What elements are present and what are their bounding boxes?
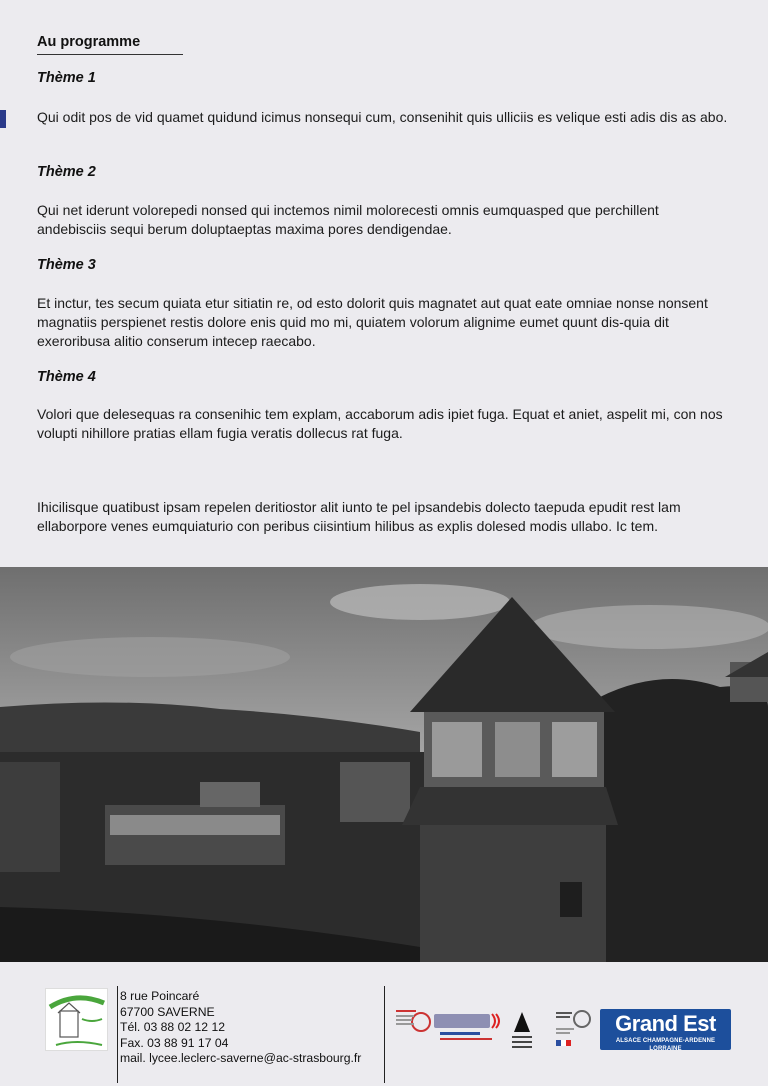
address-fax: Fax. 03 88 91 17 04 [120,1035,229,1050]
address-phone: Tél. 03 88 02 12 12 [120,1020,226,1034]
grand-est-logo [600,1009,731,1050]
lycee-leclerc-logo [45,988,108,1051]
grand-est-subtitle: ALSACE CHAMPAGNE-ARDENNE LORRAINE [615,1038,716,1052]
side-marker [0,110,6,128]
grand-est-title: Grand Est [615,1011,716,1036]
partners-divider [384,986,385,1083]
footer [0,962,768,1086]
theme-2-text: Qui net iderunt volorepedi nonsed qui inctemos nimil molorecesti omnis eumquasped que perchillent andebisciis sequi berum doluptaeptas maxima pores dendigendae. [37,202,659,237]
address-email: mail. lycee.leclerc-saverne@ac-strasbourg.fr [120,1051,362,1065]
closing-text: Ihicilisque quatibust ipsam repelen deritiostor alit iunto te pel ipsandebis dolecto taepuda epudit rest lam ellaborpore venes eumquiaturio con peribus ciisintium hilibus as explis dolesed modis ullabo. Ic tem. [37,499,681,534]
theme-2-heading: Thème 2 [37,164,96,180]
address-city: 67700 SAVERNE [120,1004,215,1019]
theme-4-heading: Thème 4 [37,369,96,385]
theme-1-text: Qui odit pos de vid quamet quidund icimus nonsequi cum, consenihit quis ulliciis es velique esti adis dis as abo. [37,109,728,125]
address-street: 8 rue Poincaré [120,989,200,1003]
address-divider [117,986,118,1083]
theme-3-heading: Thème 3 [37,257,96,273]
theme-4-text: Volori que delesequas ra consenihic tem explam, accaborum adis ipiet fuga. Equat et aniet, aspelit mi, con nos volupti nihillore pratias ellam fugia veratis dollecus rat fuga. [37,406,723,441]
section-title: Au programme [37,34,141,50]
title-underline [37,54,183,55]
town-photo [0,567,768,962]
academie-logo [510,1010,534,1055]
school-address [120,989,361,1067]
theme-3-text: Et inctur, tes secum quiata etur sitiatin re, od esto dolorit quis magnatet aut quat eate omniae nonse nonsent magnatiis perspienet restis dolore enis quid mo mi, quiatem volorum alignime eumet quunt dis-quia dit exeroribusa alitio conserum intecep raecabo. [37,295,708,349]
theme-1-heading: Thème 1 [37,70,96,86]
region-academique-logo [556,1006,592,1053]
greta-logo [394,1002,506,1053]
